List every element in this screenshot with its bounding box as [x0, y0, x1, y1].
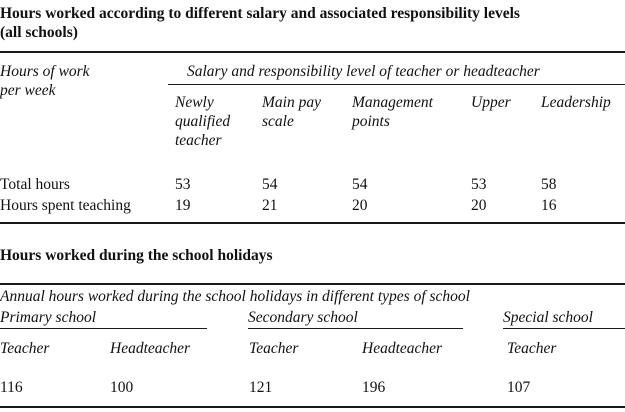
- group-header-salary-level: Salary and responsibility level of teacher or headteacher: [187, 63, 540, 80]
- table1-title-line1: Hours worked according to different salary and associated responsibility levels: [0, 5, 520, 22]
- col-header-line: scale: [262, 113, 294, 130]
- cell-teaching-upper: 20: [471, 197, 487, 214]
- table1-title-line2: (all schools): [0, 24, 78, 41]
- col-header-main-pay-scale: [262, 93, 321, 131]
- cell-teaching-management: 20: [352, 197, 368, 214]
- col-header-upper: [471, 93, 511, 112]
- cell-teaching-newly-qualified: 19: [175, 197, 191, 214]
- cell-total-newly-qualified: 53: [175, 176, 191, 193]
- table2-title: Hours worked during the school holidays: [0, 247, 273, 264]
- value-special-teacher: 107: [507, 379, 531, 396]
- col-header-management-points: [352, 93, 433, 131]
- row-header-line2: per week: [0, 82, 56, 99]
- table2-top-rule: [0, 283, 625, 285]
- col-header-leadership: [541, 93, 611, 112]
- col-header-line: Newly: [175, 94, 214, 111]
- group-special-school: Special school: [503, 309, 593, 326]
- value-secondary-teacher: 121: [249, 379, 273, 396]
- group-special-underline: [503, 328, 625, 329]
- table1-title: [0, 4, 625, 42]
- subheader-secondary-teacher: Teacher: [249, 340, 299, 357]
- cell-teaching-main-pay: 21: [262, 197, 278, 214]
- table1-bottom-rule: [0, 222, 625, 224]
- row-header-line1: Hours of work: [0, 63, 90, 80]
- value-primary-headteacher: 100: [110, 379, 134, 396]
- value-primary-teacher: 116: [0, 379, 23, 396]
- subheader-secondary-headteacher: Headteacher: [362, 340, 443, 357]
- table1-top-rule: [0, 51, 625, 53]
- col-header-line: Leadership: [541, 94, 611, 111]
- cell-total-leadership: 58: [541, 176, 557, 193]
- subheader-special-teacher: Teacher: [507, 340, 557, 357]
- cell-total-upper: 53: [471, 176, 487, 193]
- col-header-newly-qualified: [175, 93, 230, 150]
- group-primary-underline: [0, 328, 207, 329]
- col-header-line: qualified: [175, 113, 231, 130]
- group-primary-school: Primary school: [0, 309, 97, 326]
- col-header-line: Management: [352, 94, 433, 111]
- value-secondary-headteacher: 196: [362, 379, 386, 396]
- group-header-underline: [168, 84, 625, 85]
- col-header-line: Upper: [471, 94, 511, 111]
- subheader-primary-headteacher: Headteacher: [110, 340, 191, 357]
- row-header-hours-of-work: [0, 62, 90, 100]
- group-secondary-underline: [248, 328, 463, 329]
- col-header-line: points: [352, 113, 390, 130]
- col-header-line: Main pay: [262, 94, 321, 111]
- group-secondary-school: Secondary school: [248, 309, 358, 326]
- col-header-line: teacher: [175, 132, 222, 149]
- row-label-hours-teaching: Hours spent teaching: [0, 197, 131, 214]
- subheader-primary-teacher: Teacher: [0, 340, 50, 357]
- table2-bottom-rule: [0, 406, 625, 408]
- cell-teaching-leadership: 16: [541, 197, 557, 214]
- cell-total-main-pay: 54: [262, 176, 278, 193]
- table2-caption: Annual hours worked during the school holidays in different types of school: [0, 288, 470, 305]
- row-label-total-hours: Total hours: [0, 176, 70, 193]
- cell-total-management: 54: [352, 176, 368, 193]
